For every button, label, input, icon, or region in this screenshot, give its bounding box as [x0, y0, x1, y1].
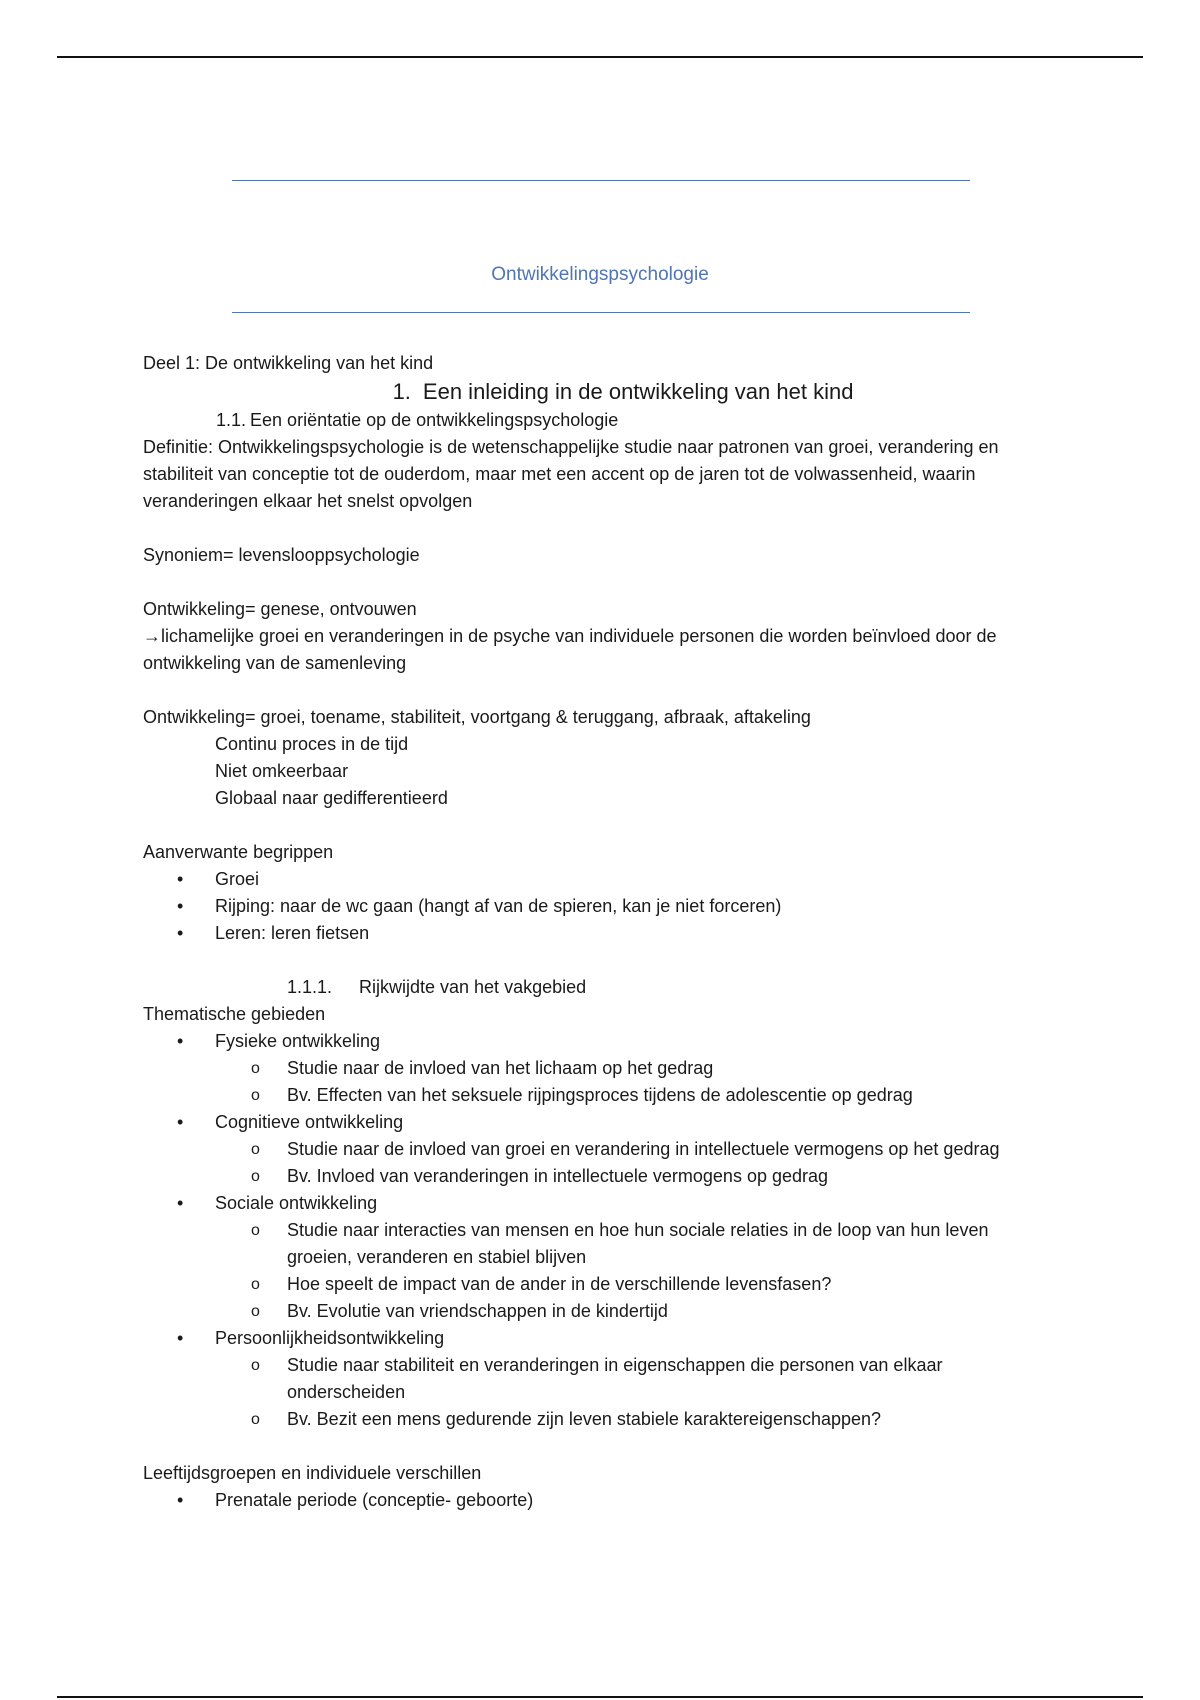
sub-list	[215, 1136, 1043, 1190]
circle-bullet-icon: o	[251, 1222, 260, 1239]
subsection-title: Rijkwijdte van het vakgebied	[359, 977, 587, 997]
circle-bullet-icon: o	[251, 1060, 260, 1077]
list-item: o Bv. Effecten van het seksuele rijpingsproces tijdens de adolescentie op gedrag	[287, 1082, 1043, 1109]
sub-list	[215, 1217, 1043, 1325]
development-definition-1: Ontwikkeling= genese, ontvouwen	[143, 599, 417, 619]
page-top-rule	[57, 56, 1143, 58]
list-item: • Sociale ontwikkeling o Studie naar interacties van mensen en hoe hun sociale relaties in de loop van hun leven groeien, veranderen en stabiel blijven o Hoe speelt de impact van de ander in de verschillende levensfasen? o Bv. Evolutie van vriendschappen in de kindertijd	[215, 1190, 1043, 1325]
development-definition-2: Ontwikkeling= groei, toename, stabiliteit, voortgang & teruggang, afbraak, aftakeling	[143, 707, 811, 727]
list-item: • Rijping: naar de wc gaan (hangt af van de spieren, kan je niet forceren)	[215, 893, 1043, 920]
circle-bullet-icon: o	[251, 1141, 260, 1158]
sub-list	[215, 1055, 1043, 1109]
bullet-icon: •	[177, 1112, 184, 1132]
list-item: • Prenatale periode (conceptie- geboorte)	[215, 1487, 1043, 1514]
list-item: o Studie naar interacties van mensen en hoe hun sociale relaties in de loop van hun leven groeien, veranderen en stabiel blijven	[287, 1217, 1043, 1271]
sub-list	[215, 1352, 1043, 1433]
thematic-areas-list	[143, 1028, 1043, 1433]
bullet-icon: •	[177, 896, 184, 916]
subsection-heading	[143, 974, 1043, 1001]
section-title: Een oriëntatie op de ontwikkelingspsychologie	[250, 410, 619, 430]
list-item: • Groei	[215, 866, 1043, 893]
development-property: Niet omkeerbaar	[215, 761, 349, 781]
list-item: o Hoe speelt de impact van de ander in de verschillende levensfasen?	[287, 1271, 1043, 1298]
circle-bullet-icon: o	[251, 1411, 260, 1428]
bullet-icon: •	[177, 1193, 184, 1213]
document-body	[143, 350, 1043, 1514]
part-heading: Deel 1: De ontwikkeling van het kind	[143, 353, 434, 373]
circle-bullet-icon: o	[251, 1168, 260, 1185]
related-concepts-list	[143, 866, 1043, 947]
circle-bullet-icon: o	[251, 1357, 260, 1374]
chapter-number: 1.	[392, 379, 411, 404]
list-item: o Bv. Bezit een mens gedurende zijn leven stabiele karaktereigenschappen?	[287, 1406, 1043, 1433]
list-item: o Studie naar stabiliteit en veranderingen in eigenschappen die personen van elkaar onderscheiden	[287, 1352, 1043, 1406]
list-item: o Studie naar de invloed van groei en verandering in intellectuele vermogens op het gedrag	[287, 1136, 1043, 1163]
page-bottom-rule	[57, 1696, 1143, 1698]
list-item: • Persoonlijkheidsontwikkeling o Studie naar stabiliteit en veranderingen in eigenschappen die personen van elkaar onderscheiden o Bv. Bezit een mens gedurende zijn leven stabiele karaktereigenschappen?	[215, 1325, 1043, 1433]
chapter-title: Een inleiding in de ontwikkeling van het kind	[422, 379, 854, 404]
development-explanation	[143, 623, 1043, 677]
list-item: • Leren: leren fietsen	[215, 920, 1043, 947]
bullet-icon: •	[177, 1328, 184, 1348]
bullet-icon: •	[177, 923, 184, 943]
title-rule-top	[232, 180, 970, 181]
bullet-icon: •	[177, 1490, 184, 1510]
development-explanation-text: lichamelijke groei en veranderingen in de psyche van individuele personen die worden beïnvloed door de ontwikkeling van de samenleving	[143, 626, 997, 673]
subsection-number: 1.1.1.	[287, 977, 333, 997]
chapter-heading	[143, 377, 1043, 407]
age-groups-heading: Leeftijdsgroepen en individuele verschillen	[143, 1463, 482, 1483]
circle-bullet-icon: o	[251, 1087, 260, 1104]
list-item: • Fysieke ontwikkeling o Studie naar de invloed van het lichaam op het gedrag o Bv. Effecten van het seksuele rijpingsproces tijdens de adolescentie op gedrag	[215, 1028, 1043, 1109]
bullet-icon: •	[177, 869, 184, 889]
age-groups-list	[143, 1487, 1043, 1514]
development-property: Continu proces in de tijd	[215, 734, 409, 754]
development-property: Globaal naar gedifferentieerd	[215, 788, 448, 808]
list-item: o Studie naar de invloed van het lichaam op het gedrag	[287, 1055, 1043, 1082]
right-arrow-icon: →	[143, 626, 161, 646]
list-item: o Bv. Invloed van veranderingen in intellectuele vermogens op gedrag	[287, 1163, 1043, 1190]
document-title: Ontwikkelingspsychologie	[491, 264, 709, 285]
title-rule-bottom	[232, 312, 970, 313]
definition-paragraph: Definitie: Ontwikkelingspsychologie is de wetenschappelijke studie naar patronen van groei, verandering en stabiliteit van conceptie tot de ouderdom, maar met een accent op de jaren tot de volwassenheid, waarin veranderingen elkaar het snelst opvolgen	[143, 437, 999, 511]
circle-bullet-icon: o	[251, 1276, 260, 1293]
thematic-areas-heading: Thematische gebieden	[143, 1004, 326, 1024]
section-number: 1.1.	[216, 410, 247, 430]
bullet-icon: •	[177, 1031, 184, 1051]
circle-bullet-icon: o	[251, 1303, 260, 1320]
related-concepts-heading: Aanverwante begrippen	[143, 842, 334, 862]
synonym-line: Synoniem= levenslooppsychologie	[143, 545, 420, 565]
list-item: • Cognitieve ontwikkeling o Studie naar de invloed van groei en verandering in intellectuele vermogens op het gedrag o Bv. Invloed van veranderingen in intellectuele vermogens op gedrag	[215, 1109, 1043, 1190]
section-heading	[143, 407, 1043, 434]
list-item: o Bv. Evolutie van vriendschappen in de kindertijd	[287, 1298, 1043, 1325]
